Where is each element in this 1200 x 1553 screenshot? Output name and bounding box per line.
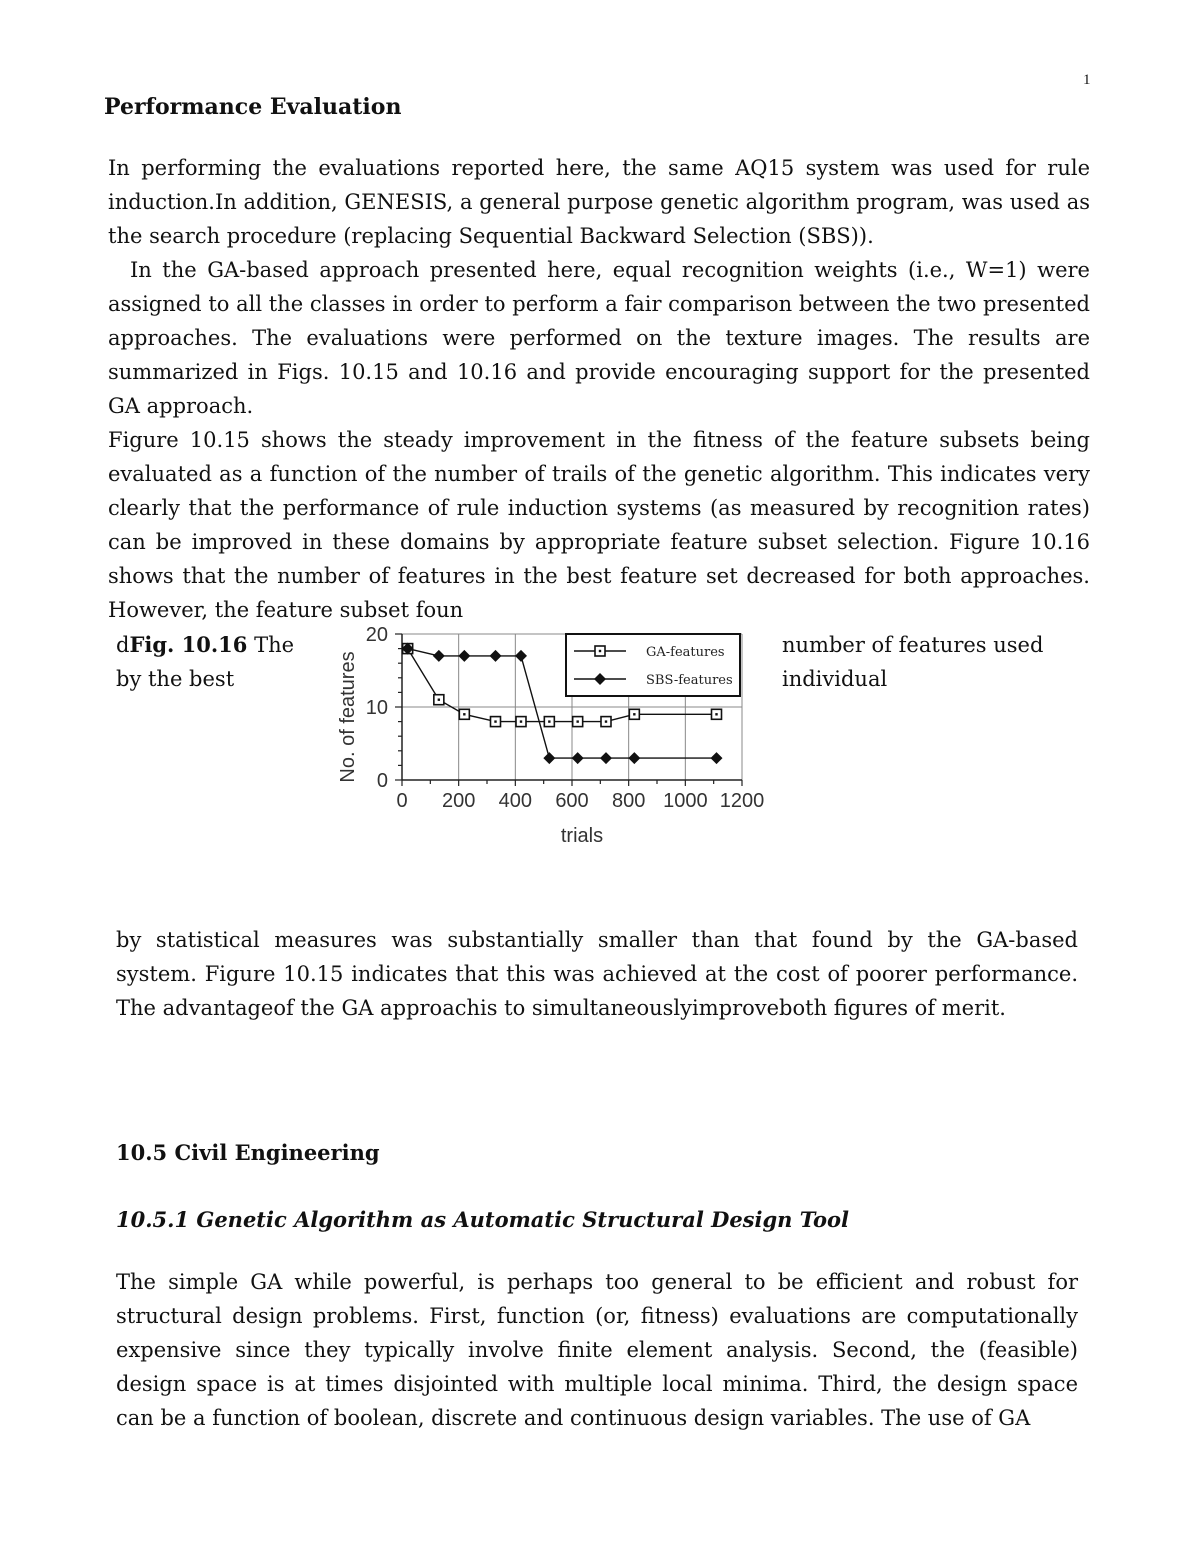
subsection-title: 10.5.1 Genetic Algorithm as Automatic Structural Design Tool <box>116 1207 849 1232</box>
data-point-square-dot <box>463 713 465 715</box>
x-tick-label: 800 <box>611 790 646 812</box>
y-tick-label: 20 <box>365 624 388 646</box>
x-tick-label: 200 <box>441 790 476 812</box>
data-point-square-dot <box>548 720 550 722</box>
x-tick-label: 600 <box>555 790 589 812</box>
caption-part-1: The <box>247 633 295 657</box>
section-2-title: 10.5 Civil Engineering <box>116 1140 380 1165</box>
paragraph-structural: The simple GA while powerful, is perhaps too general to be efficient and robust for structural design problems. First, function (or, fitness) evaluations are computationally expensive since they typically involve finite element analysis. Second, the (feasible) design space is at times disjointed with multiple local minima. Third, the design space can be a function of boolean, discrete and continuous design variables. The use of GA <box>116 1270 1078 1430</box>
figure-caption-line-1 <box>116 628 294 662</box>
data-point-diamond <box>572 752 584 764</box>
y-tick-label: 0 <box>376 770 388 792</box>
data-point-diamond <box>600 752 612 764</box>
data-point-square-dot <box>599 650 601 652</box>
paragraph-approach: In the GA-based approach presented here, equal recognition weights (i.e., W=1) were assigned to all the classes in order to perform a fair comparison between the two presented approaches. The evaluations were performed on the texture images. The results are summarized in Figs. 10.15 and 10.16 and provide encouraging support for the presented GA approach. <box>108 258 1090 418</box>
y-tick-label: 10 <box>365 697 388 719</box>
data-point-diamond <box>543 752 555 764</box>
data-point-square-dot <box>438 699 440 701</box>
figure-caption-line-4: individual <box>782 667 888 691</box>
x-tick-label: 1200 <box>719 790 765 812</box>
y-axis-label: No. of features <box>337 651 359 783</box>
data-point-diamond <box>490 650 502 662</box>
section-title: Performance Evaluation <box>104 94 402 120</box>
data-point-diamond <box>515 650 527 662</box>
figure-label: Fig. 10.16 <box>129 632 248 657</box>
data-point-square-dot <box>715 713 717 715</box>
legend-label: SBS-features <box>646 673 733 688</box>
features-chart <box>330 620 780 850</box>
figure-caption-line-3: number of features used <box>782 633 1044 657</box>
paragraph-statistical: by statistical measures was substantially smaller than that found by the GA-based system. Figure 10.15 indicates that this was achieved at the cost of poorer performance. The advantageof the GA approachis to simultaneouslyimproveboth figures of merit. <box>116 928 1078 1020</box>
caption-prefix: d <box>116 633 130 657</box>
figure-caption-line-2: by the best <box>116 667 235 691</box>
paragraph-figures: Figure 10.15 shows the steady improvement in the fitness of the feature subsets being evaluated as a function of the number of trails of the genetic algorithm. This indicates very clearly that the performance of rule induction systems (as measured by recognition rates) can be improved in these domains by appropriate feature subset selection. Figure 10.16 shows that the number of features in the best feature set decreased for both approaches. However, the feature subset foun <box>108 428 1090 622</box>
data-point-square-dot <box>520 720 522 722</box>
data-point-square-dot <box>605 720 607 722</box>
data-point-square-dot <box>633 713 635 715</box>
data-point-diamond <box>628 752 640 764</box>
data-point-square-dot <box>494 720 496 722</box>
paragraph-intro: In performing the evaluations reported here, the same AQ15 system was used for rule induction.In addition, GENESIS, a general purpose genetic algorithm program, was used as the search procedure (replacing Sequential Backward Selection (SBS)). <box>108 156 1090 248</box>
x-tick-label: 0 <box>396 790 408 812</box>
legend-label: GA-features <box>646 645 725 660</box>
page-number: 1 <box>1083 72 1091 88</box>
x-axis-label: trials <box>560 825 604 847</box>
data-point-diamond <box>711 752 723 764</box>
chart-legend <box>566 634 740 696</box>
x-tick-label: 1000 <box>663 790 708 812</box>
data-point-diamond <box>458 650 470 662</box>
data-point-square-dot <box>576 720 578 722</box>
x-tick-label: 400 <box>498 790 533 812</box>
data-point-diamond <box>433 650 445 662</box>
